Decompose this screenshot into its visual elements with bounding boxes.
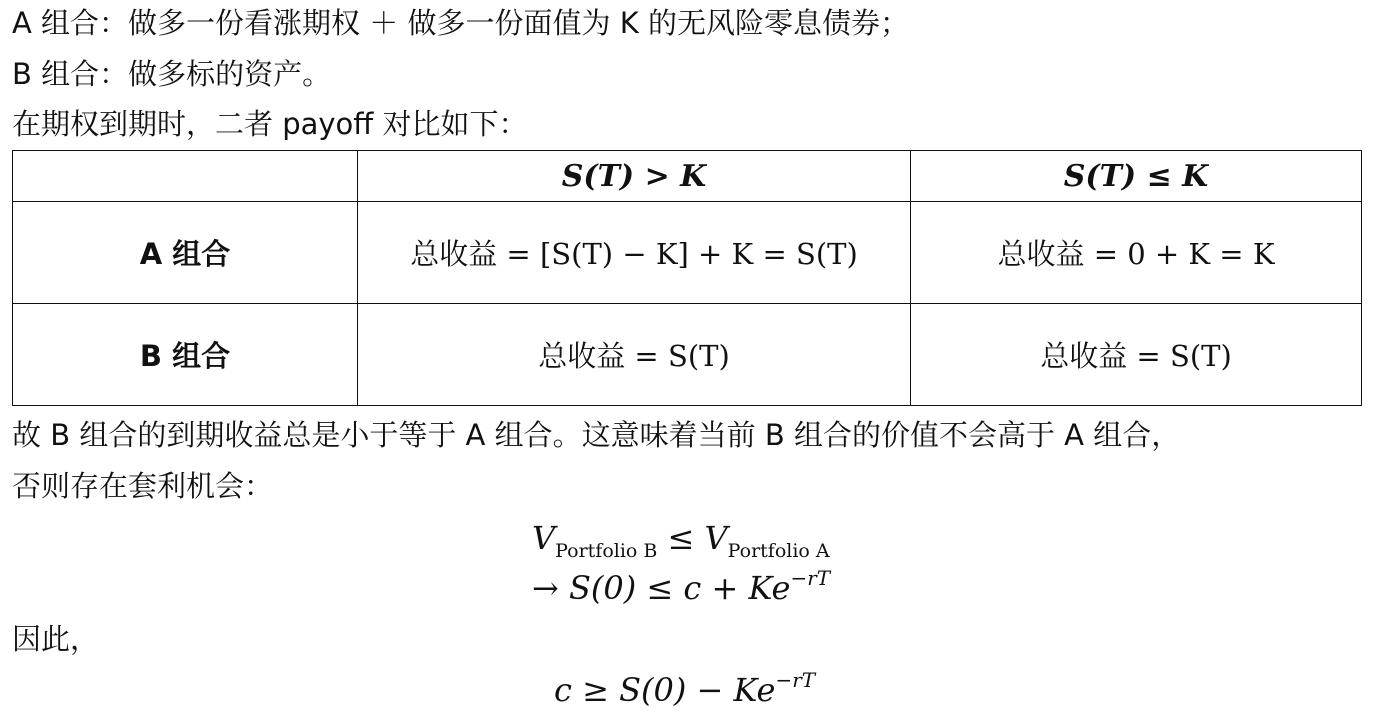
row-label-portfolio-b: B 组合: [13, 304, 358, 406]
cell-math: = S(T): [1127, 339, 1232, 373]
conclusion-text-1: 故 B 组合的到期收益总是小于等于 A 组合。这意味着当前 B 组合的价值不会高于 A 组合，: [12, 418, 1181, 452]
formula-leq-v-a: ≤ V: [657, 519, 728, 557]
formula-call-lower-bound: [554, 670, 815, 714]
payoff-comparison-table: [12, 150, 1362, 406]
cell-a-s-leq-k: [911, 202, 1362, 304]
cell-b-s-greater-k: [358, 304, 911, 406]
cell-a-s-greater-k: [358, 202, 911, 304]
formula-main: c ≥ S(0) − Ke: [554, 671, 776, 709]
therefore-text: 因此，: [12, 622, 100, 656]
cell-text: 总收益: [410, 237, 498, 271]
cell-math: = 0 + K = K: [1084, 237, 1275, 271]
row-label-portfolio-a: A 组合: [13, 202, 358, 304]
portfolio-b-definition: B 组合：做多标的资产。: [12, 57, 332, 91]
formula-lower-bound-derivation: [532, 568, 830, 612]
table-row-portfolio-b: [13, 304, 1362, 406]
formula-main: → S(0) ≤ c + Ke: [532, 569, 791, 607]
formula-portfolio-value-inequality: [532, 518, 830, 563]
formula-sub-portfolio-b: Portfolio B: [555, 540, 658, 562]
formula-sub-portfolio-a: Portfolio A: [727, 540, 830, 562]
formula-exponent: −rT: [775, 668, 816, 692]
formula-v-b: V: [532, 519, 556, 557]
header-s-leq-k: S(T) ≤ K: [911, 151, 1362, 202]
table-row-portfolio-a: [13, 202, 1362, 304]
cell-text: 总收益: [1040, 339, 1128, 373]
header-s-greater-k: S(T) > K: [358, 151, 911, 202]
formula-exponent: −rT: [790, 566, 831, 590]
cell-math: = [S(T) − K] + K = S(T): [497, 237, 858, 271]
header-empty-cell: [13, 151, 358, 202]
cell-text: 总收益: [538, 339, 626, 373]
table-header-row: [13, 151, 1362, 202]
payoff-intro-text: 在期权到期时，二者 payoff 对比如下：: [12, 107, 528, 141]
cell-math: = S(T): [625, 339, 730, 373]
cell-b-s-leq-k: [911, 304, 1362, 406]
cell-text: 总收益: [997, 237, 1085, 271]
conclusion-text-2: 否则存在套利机会：: [12, 469, 274, 503]
portfolio-a-definition: A 组合：做多一份看涨期权 ＋ 做多一份面值为 K 的无风险零息债券；: [12, 6, 909, 40]
